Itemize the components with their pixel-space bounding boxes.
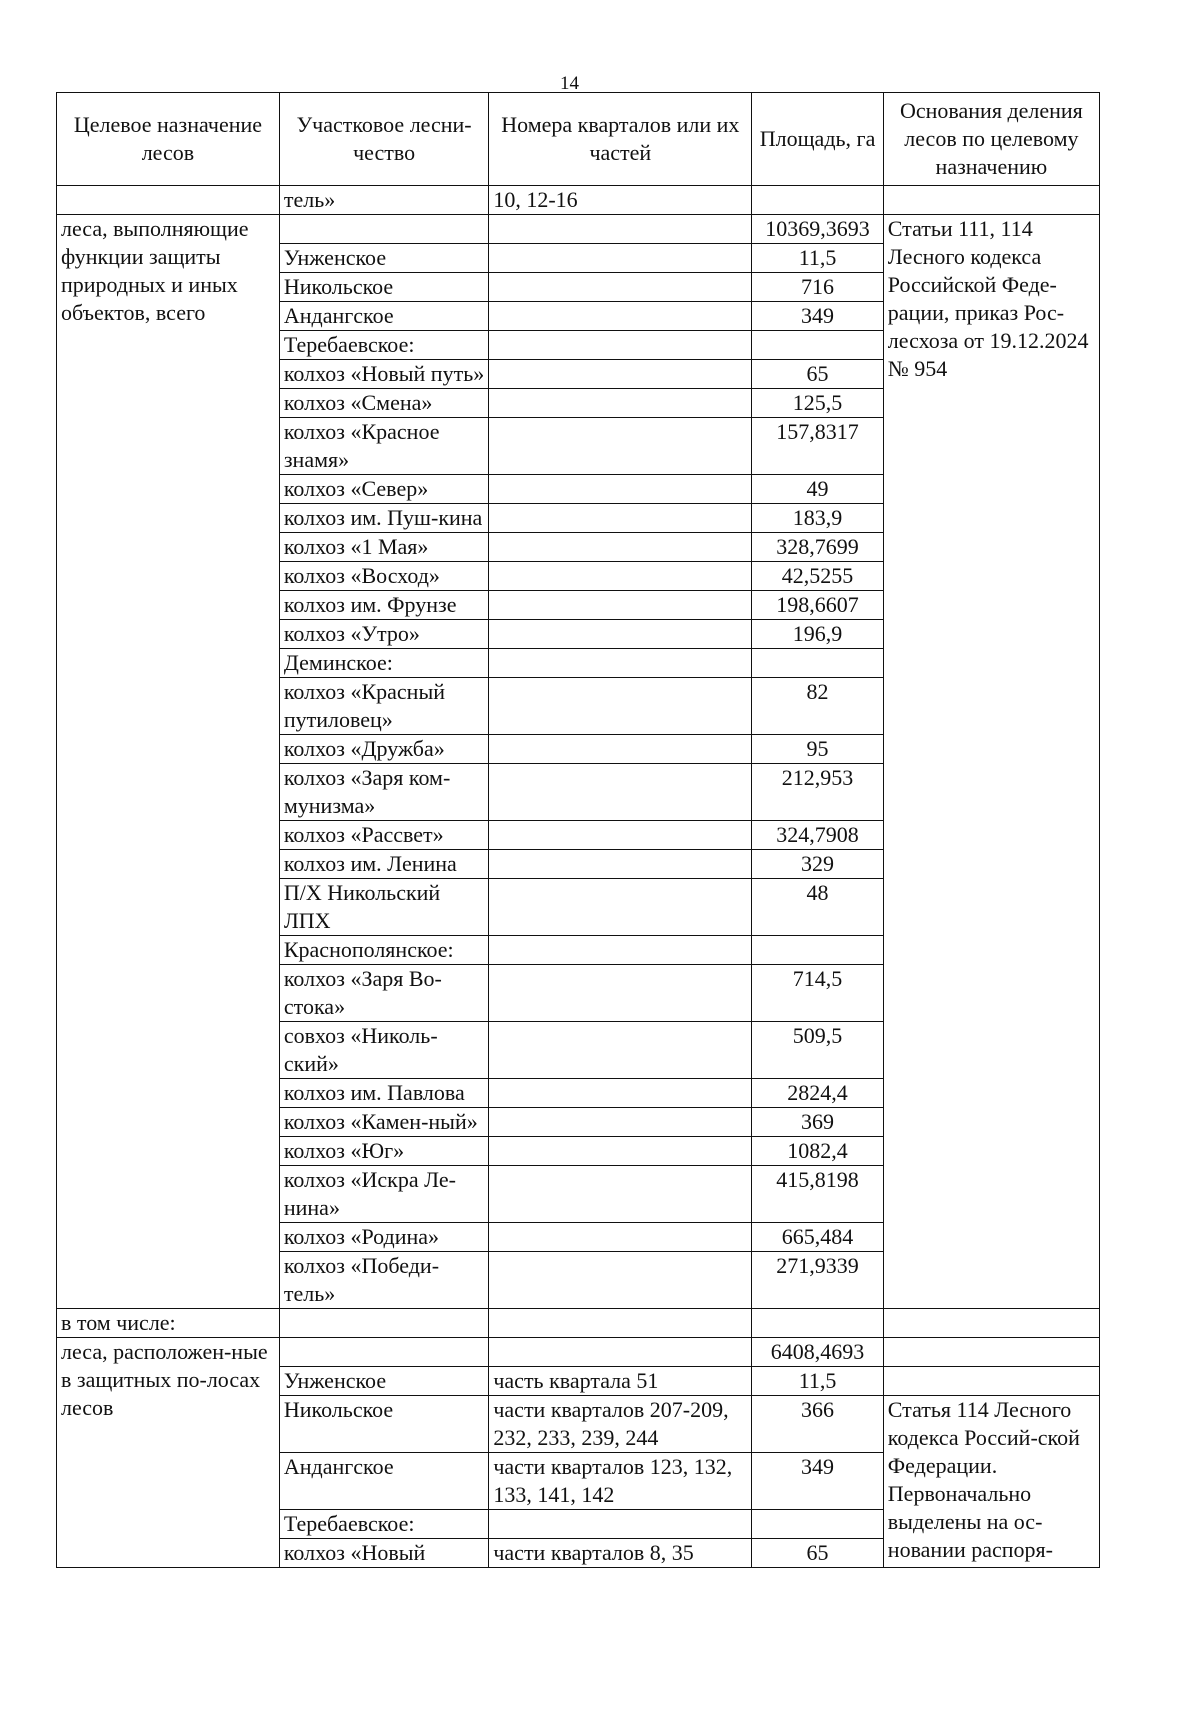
header-area: Площадь, га	[752, 93, 883, 186]
forestry-cell: П/Х Никольский ЛПХ	[279, 879, 488, 936]
forestry-cell: колхоз «Новый путь»	[279, 360, 488, 389]
quarters-cell	[489, 1108, 752, 1137]
area-cell	[752, 331, 883, 360]
forestry-cell: Краснополянское:	[279, 936, 488, 965]
quarters-cell	[489, 418, 752, 475]
area-cell: 11,5	[752, 244, 883, 273]
table-header-row	[57, 93, 1100, 186]
area-cell: 349	[752, 302, 883, 331]
header-forestry: Участковое лесни-чество	[279, 93, 488, 186]
forestry-cell: колхоз «Юг»	[279, 1137, 488, 1166]
quarters-cell	[489, 360, 752, 389]
quarters-cell	[489, 821, 752, 850]
forestry-cell: тель»	[279, 186, 488, 215]
quarters-cell	[489, 1022, 752, 1079]
quarters-cell	[489, 1137, 752, 1166]
forestry-cell: колхоз «1 Мая»	[279, 533, 488, 562]
quarters-cell	[489, 649, 752, 678]
header-purpose: Целевое назначение лесов	[57, 93, 280, 186]
area-cell: 366	[752, 1396, 883, 1453]
quarters-cell	[489, 764, 752, 821]
quarters-cell	[489, 735, 752, 764]
forestry-cell: колхоз «Камен-ный»	[279, 1108, 488, 1137]
basis-cell: Статья 114 Лесного кодекса Россий-ской Федерации. Первоначально выделены на ос-новании распоря-	[883, 1396, 1099, 1568]
area-cell: 369	[752, 1108, 883, 1137]
forestry-cell: колхоз «Заря ком-мунизма»	[279, 764, 488, 821]
forestry-cell: Теребаевское:	[279, 331, 488, 360]
forestry-cell: колхоз «Рассвет»	[279, 821, 488, 850]
area-cell: 2824,4	[752, 1079, 883, 1108]
forestry-cell: колхоз им. Пуш-кина	[279, 504, 488, 533]
area-cell: 95	[752, 735, 883, 764]
area-cell	[752, 1510, 883, 1539]
area-cell: 49	[752, 475, 883, 504]
quarters-cell	[489, 1223, 752, 1252]
quarters-cell	[489, 879, 752, 936]
section-total-row	[57, 1338, 1100, 1367]
quarters-cell	[489, 389, 752, 418]
forestry-cell: колхоз «Родина»	[279, 1223, 488, 1252]
area-cell: 82	[752, 678, 883, 735]
quarters-cell	[489, 591, 752, 620]
area-cell: 349	[752, 1453, 883, 1510]
quarters-cell	[489, 1252, 752, 1309]
quarters-cell	[489, 331, 752, 360]
page-number: 14	[560, 73, 579, 94]
area-cell: 183,9	[752, 504, 883, 533]
area-cell: 1082,4	[752, 1137, 883, 1166]
quarters-cell	[489, 533, 752, 562]
quarters-cell	[489, 562, 752, 591]
area-cell: 328,7699	[752, 533, 883, 562]
quarters-cell: 10, 12-16	[489, 186, 752, 215]
quarters-cell	[489, 936, 752, 965]
basis-cell	[883, 1367, 1099, 1396]
area-cell	[752, 649, 883, 678]
including-label: в том числе:	[57, 1309, 280, 1338]
forestry-cell: Андангское	[279, 302, 488, 331]
forestry-cell: колхоз «Искра Ле-нина»	[279, 1166, 488, 1223]
quarters-cell	[489, 1510, 752, 1539]
forestry-cell: колхоз «Утро»	[279, 620, 488, 649]
quarters-cell: части кварталов 8, 35	[489, 1539, 752, 1568]
forestry-cell: Никольское	[279, 273, 488, 302]
forestry-cell: колхоз «Новый	[279, 1539, 488, 1568]
quarters-cell: части кварталов 207-209, 232, 233, 239, 244	[489, 1396, 752, 1453]
area-cell: 196,9	[752, 620, 883, 649]
forestry-cell: колхоз «Красный путиловец»	[279, 678, 488, 735]
quarters-cell	[489, 244, 752, 273]
forestry-cell: колхоз им. Фрунзе	[279, 591, 488, 620]
area-cell: 10369,3693	[752, 215, 883, 244]
header-basis: Основания деления лесов по целевому назначению	[883, 93, 1099, 186]
forestry-cell: Никольское	[279, 1396, 488, 1453]
area-cell: 665,484	[752, 1223, 883, 1252]
area-cell: 212,953	[752, 764, 883, 821]
quarters-cell	[489, 678, 752, 735]
quarters-cell	[489, 475, 752, 504]
quarters-cell	[489, 965, 752, 1022]
forestry-cell: колхоз им. Павлова	[279, 1079, 488, 1108]
forestry-cell: колхоз «Красное знамя»	[279, 418, 488, 475]
forestry-cell: колхоз «Восход»	[279, 562, 488, 591]
area-cell: 42,5255	[752, 562, 883, 591]
area-cell	[752, 936, 883, 965]
forestry-cell: Теребаевское:	[279, 1510, 488, 1539]
quarters-cell: части кварталов 123, 132, 133, 141, 142	[489, 1453, 752, 1510]
section-total-row	[57, 215, 1100, 244]
forestry-cell: Андангское	[279, 1453, 488, 1510]
forest-purpose-table	[56, 92, 1100, 1568]
forestry-cell: колхоз «Заря Во-стока»	[279, 965, 488, 1022]
forestry-cell: колхоз «Смена»	[279, 389, 488, 418]
quarters-cell	[489, 1166, 752, 1223]
quarters-cell	[489, 1079, 752, 1108]
area-cell: 271,9339	[752, 1252, 883, 1309]
area-cell: 198,6607	[752, 591, 883, 620]
forestry-cell: колхоз «Дружба»	[279, 735, 488, 764]
forestry-cell: Унженское	[279, 244, 488, 273]
area-cell: 11,5	[752, 1367, 883, 1396]
area-cell: 6408,4693	[752, 1338, 883, 1367]
area-cell: 714,5	[752, 965, 883, 1022]
area-cell: 415,8198	[752, 1166, 883, 1223]
section-purpose-cell: леса, выполняющие функции защиты природных и иных объектов, всего	[57, 215, 280, 1309]
quarters-cell	[489, 850, 752, 879]
area-cell: 125,5	[752, 389, 883, 418]
forestry-cell: совхоз «Николь-ский»	[279, 1022, 488, 1079]
quarters-cell: часть квартала 51	[489, 1367, 752, 1396]
area-cell: 157,8317	[752, 418, 883, 475]
header-quarters: Номера кварталов или их частей	[489, 93, 752, 186]
forestry-cell: колхоз «Север»	[279, 475, 488, 504]
area-cell: 65	[752, 360, 883, 389]
area-cell: 324,7908	[752, 821, 883, 850]
area-cell: 48	[752, 879, 883, 936]
table-row	[57, 186, 1100, 215]
quarters-cell	[489, 504, 752, 533]
forestry-cell: Унженское	[279, 1367, 488, 1396]
area-cell: 329	[752, 850, 883, 879]
quarters-cell	[489, 620, 752, 649]
including-row	[57, 1309, 1100, 1338]
quarters-cell	[489, 273, 752, 302]
area-cell: 65	[752, 1539, 883, 1568]
forestry-cell: колхоз «Победи-тель»	[279, 1252, 488, 1309]
section-purpose-cell: леса, расположен-ные в защитных по-лосах лесов	[57, 1338, 280, 1568]
forestry-cell: колхоз им. Ленина	[279, 850, 488, 879]
forestry-cell: Деминское:	[279, 649, 488, 678]
basis-cell: Статьи 111, 114 Лесного кодекса Российской Феде-рации, приказ Рос-лесхоза от 19.12.2024 № 954	[883, 215, 1099, 1309]
quarters-cell	[489, 302, 752, 331]
area-cell: 509,5	[752, 1022, 883, 1079]
area-cell: 716	[752, 273, 883, 302]
